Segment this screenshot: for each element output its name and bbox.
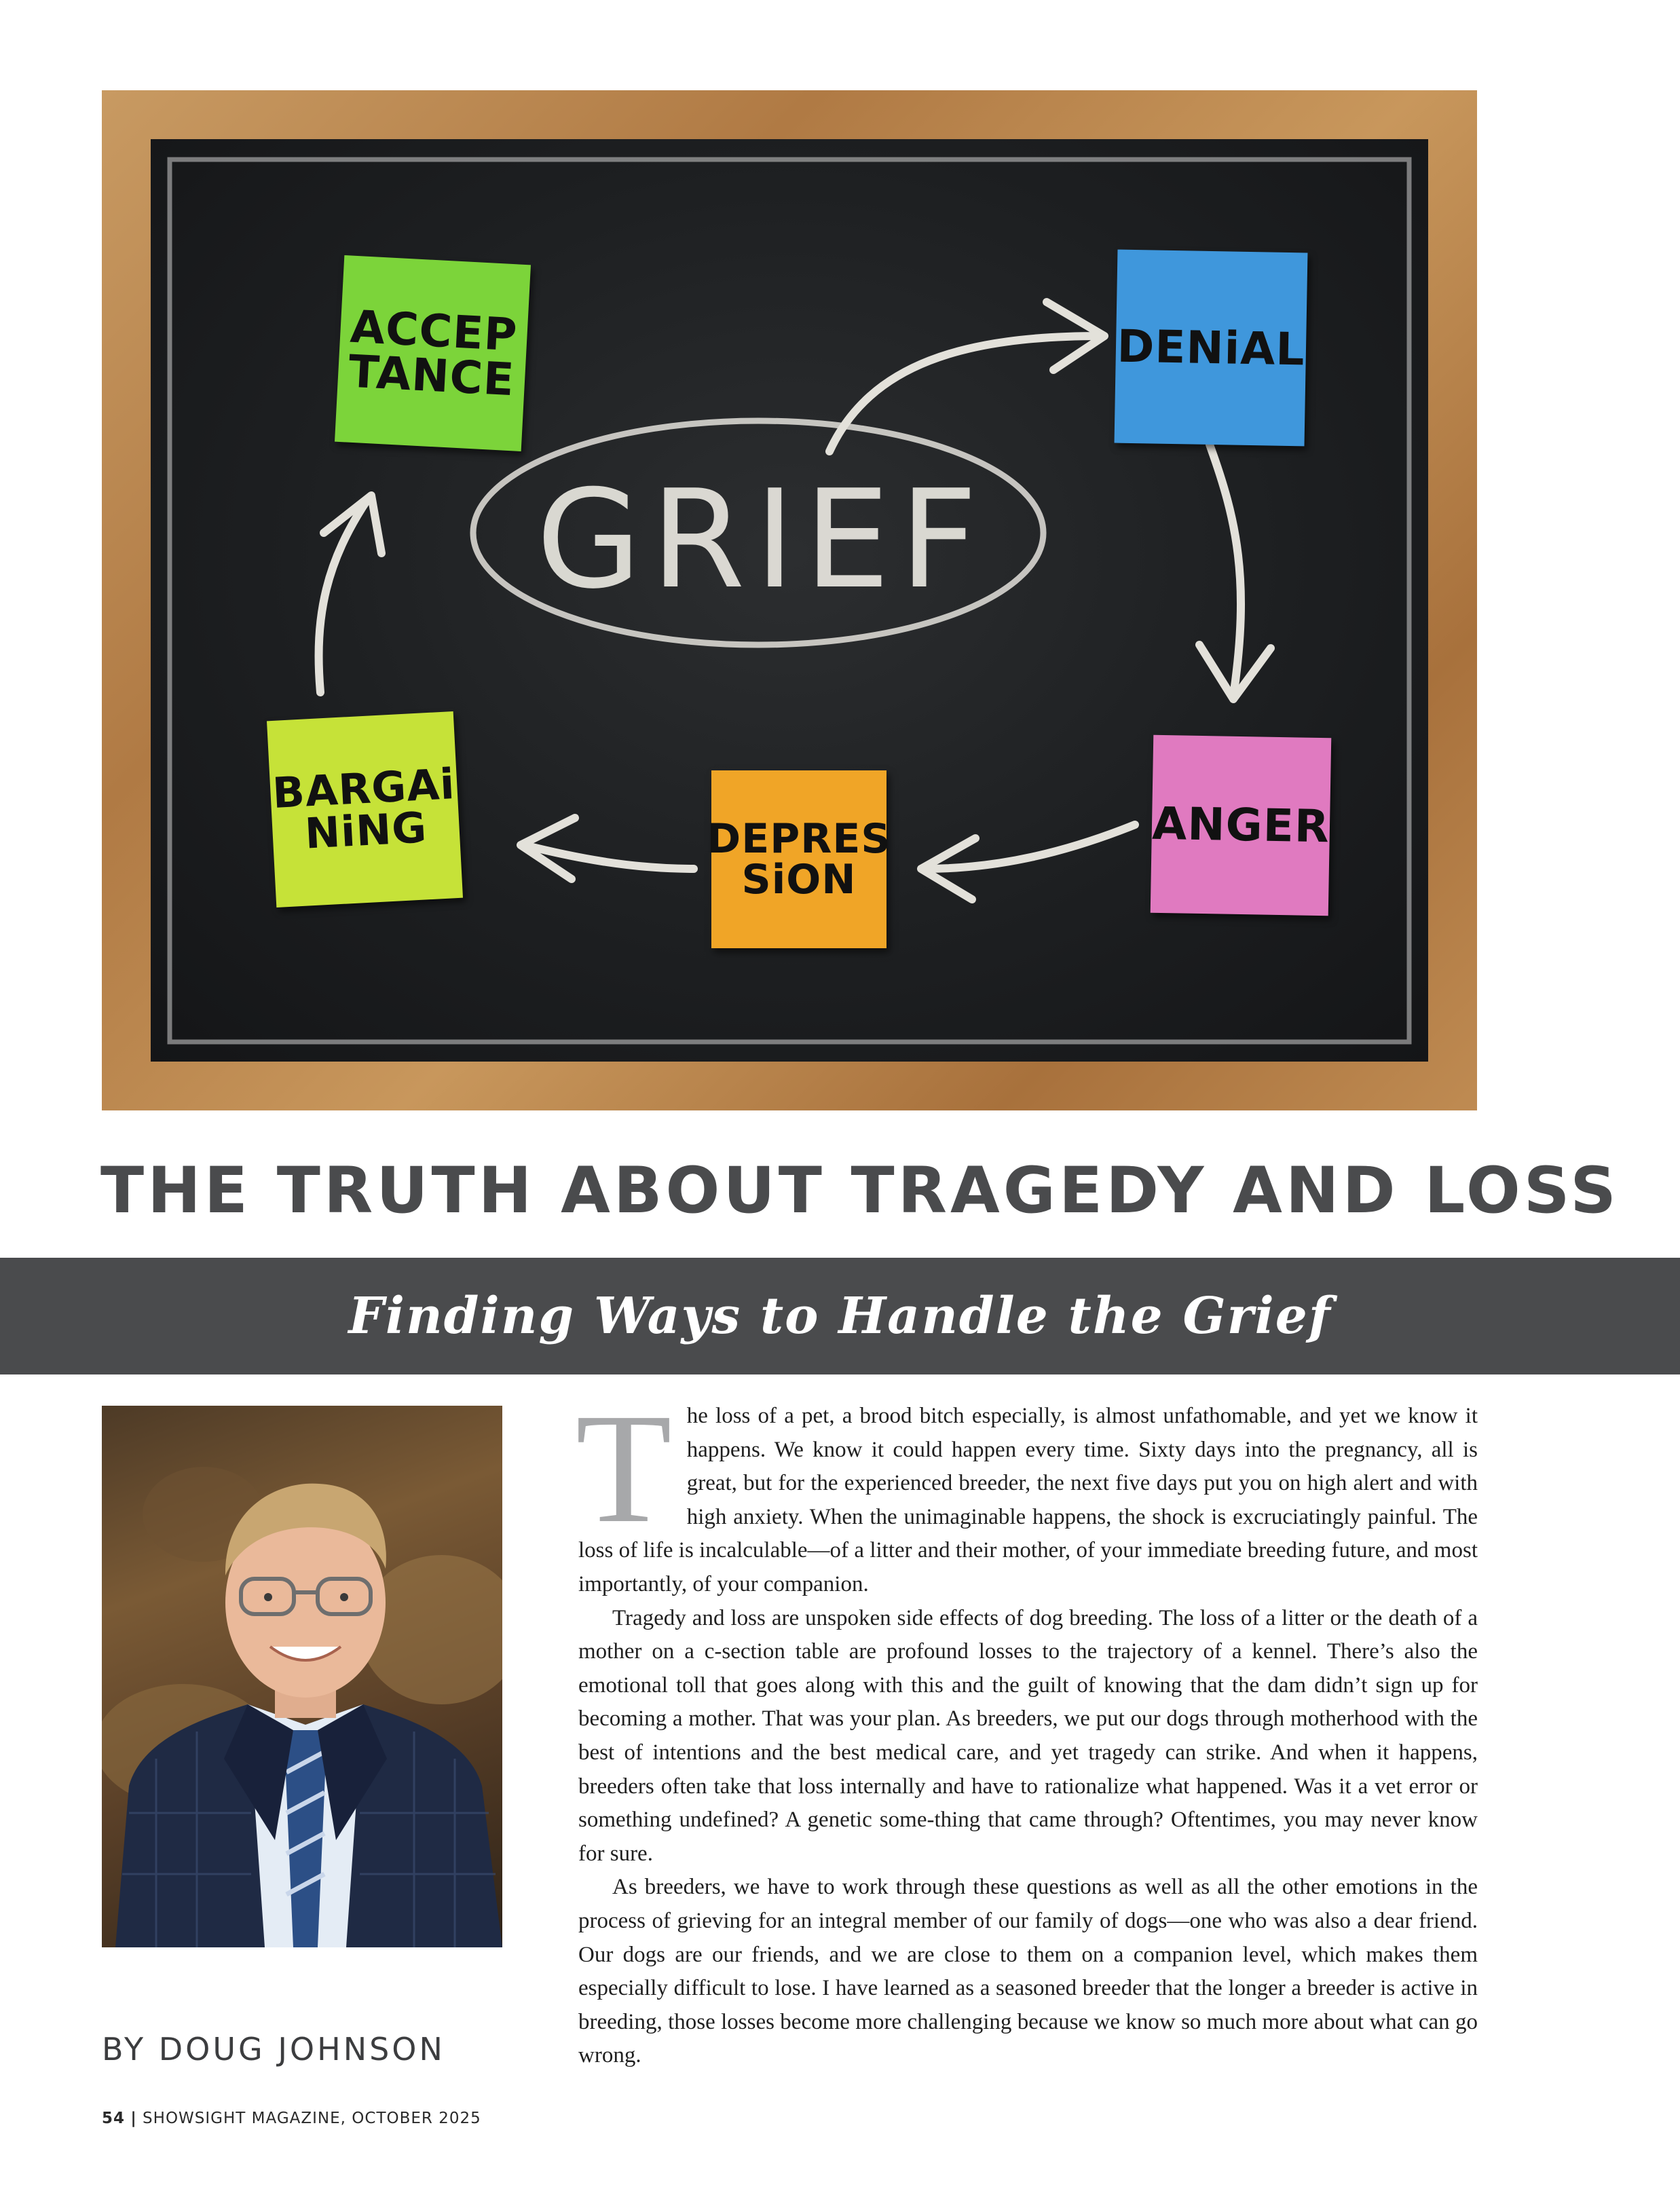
article-paragraph [576,1381,1478,1602]
paragraph-text: he loss of a pet, a brood bitch especially, is almost unfathomable, and yet we know it happens. We know it could happen every time. Sixty days into the pregnancy, all is great, but for the experienced breeder, the next five days put you on high alert and with high anxiety. When the unimaginable happens, the shock is excruciatingly painful. The loss of life is incalculable—of a litter and their mother, of your immediate breeding future, and most importantly, of your companion. [578,1404,1478,1596]
headline: THE TRUTH ABOUT TRAGEDY AND LOSS [100,1154,1620,1228]
grief-chalk-word: GRIEF [536,460,988,619]
subtitle: Finding Ways to Handle the Grief [348,1287,1332,1345]
sticky-note-acceptance: ACCEP TANCE [335,255,531,451]
author-portrait [102,1406,502,1947]
chalkboard [151,139,1428,1062]
page-footer [102,2110,481,2127]
sticky-note-depression: DEPRES SiON [711,770,886,948]
publication-name: SHOWSIGHT MAGAZINE, OCTOBER 2025 [143,2110,481,2127]
sticky-note-denial: DENiAL [1115,250,1308,447]
sticky-note-bargaining: BARGAi NiNG [267,711,463,908]
arrow-to-anger [1210,445,1241,696]
article-paragraph: As breeders, we have to work through these questions as well as all the other emotions in the process of grieving for an integral member of our family of dogs—one who was also a dear friend. Our dogs are our friends, and we are close to them on a companion level, which makes them especially difficult to lose. I have learned as a seasoned breeder that the longer a breeder is active in breeding, those losses become more challenging because we know so much more about what can go wrong. [578,1875,1478,2068]
arrow-to-denial [829,336,1101,451]
subtitle-band [0,1258,1680,1374]
footer-separator: | [130,2110,137,2127]
page-number: 54 [102,2110,126,2127]
portrait-illustration [102,1406,502,1947]
article-body [576,1381,1478,2073]
drop-cap: T [576,1381,672,1556]
article-paragraph: Tragedy and loss are unspoken side effects of dog breeding. The loss of a litter or the death of a mother on a c-section table are profound losses to the trajectory of a kennel. There’s also the emotional toll that goes along with this and the guilt of knowing that the dam didn’t sign up for becoming a mother. That was your plan. As breeders, we put our dogs through motherhood with the best of intentions and the best medical care, and yet tragedy can strike. And when it happens, breeders often take that loss internally and have to rationalize what happened. Was it a vet error or something undefined? A genetic some-thing that came through? Oftentimes, you may never know for sure. [578,1605,1478,1866]
sticky-note-anger: ANGER [1151,735,1332,916]
byline: BY DOUG JOHNSON [102,2031,445,2068]
hero-photo [102,90,1477,1110]
